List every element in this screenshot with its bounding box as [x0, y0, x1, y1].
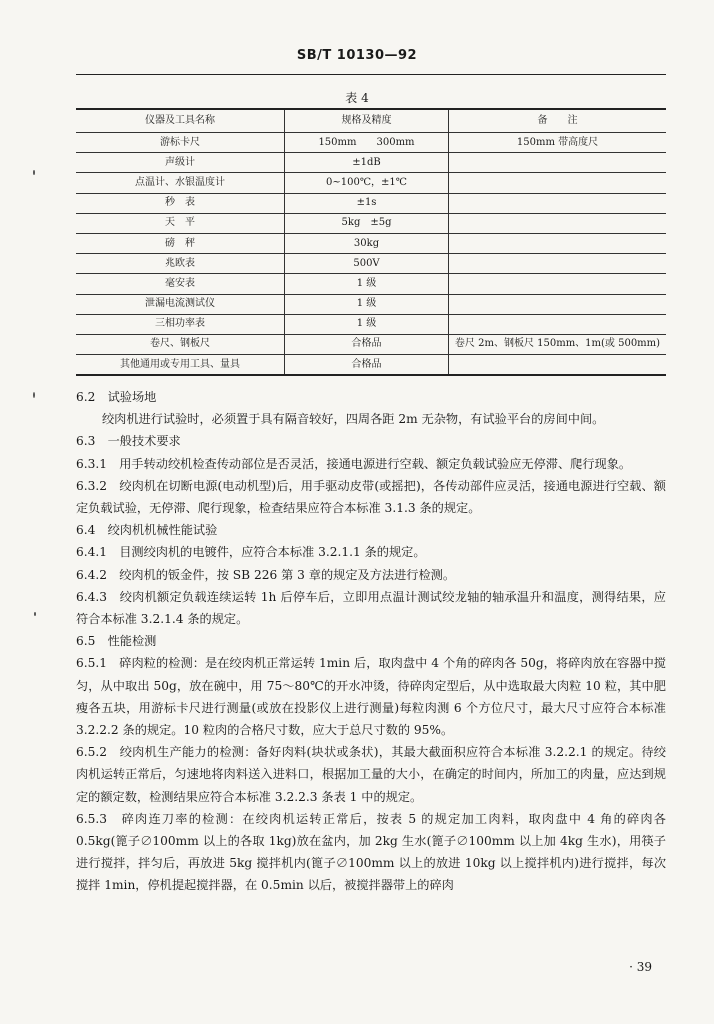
section-heading: 6.5 性能检测 [76, 634, 157, 649]
instrument-name-cell: 游标卡尺 [76, 133, 285, 153]
page-number: · 39 [629, 960, 652, 974]
table-row [76, 314, 666, 334]
paragraph: 6.5.3 碎肉连刀率的检测：在绞肉机运转正常后，按表 5 的规定加工肉料，取肉盘中 4 角的碎肉各 0.5kg(篦子∅100mm 以上的各取 1kg)放在盆内，加 2kg 生水(篦子∅100mm 以上加 4kg 生水)，用筷子进行搅拌，拌匀后，再放进 5kg 搅拌机内(篦子∅100mm 以上的放进 10kg 以上搅拌机内)进行搅拌，每次搅拌 1min，停机提起搅拌器，在 0.5min 以后，被搅拌器带上的碎肉 [76, 811, 666, 893]
table-row [76, 233, 666, 253]
section-heading: 6.3 一般技术要求 [76, 434, 181, 449]
section-heading: 6.4 绞肉机机械性能试验 [76, 523, 218, 538]
table-row [76, 213, 666, 233]
table-row [76, 294, 666, 314]
remark-cell [449, 213, 667, 233]
remark-cell [449, 294, 667, 314]
standard-code-header: SB/T 10130—92 [296, 48, 418, 63]
scan-speck [33, 392, 35, 398]
instrument-name-cell: 兆欧表 [76, 254, 285, 274]
remark-cell: 卷尺 2m、钢板尺 150mm、1m(或 500mm) [449, 334, 667, 354]
remark-cell [449, 355, 667, 376]
scan-speck [34, 612, 36, 616]
body-text [76, 386, 666, 897]
paragraph: 6.3.2 绞肉机在切断电源(电动机型)后，用手驱动皮带(或摇把)，各传动部件应灵活，接通电源进行空载、额定负载试验，无停滞、爬行现象，检查结果应符合本标准 3.1.3 条的规定。 [76, 478, 666, 516]
spec-cell: 0~100℃，±1℃ [285, 173, 449, 193]
table-row [76, 274, 666, 294]
table-row [76, 254, 666, 274]
table-header-row [76, 109, 666, 133]
spec-cell: 合格品 [285, 355, 449, 376]
instrument-table [76, 108, 666, 376]
table-row [76, 173, 666, 193]
scan-speck [33, 170, 35, 175]
header-rule [76, 74, 666, 75]
instrument-name-cell: 磅 秤 [76, 233, 285, 253]
spec-cell: 150mm 300mm [285, 133, 449, 153]
instrument-name-cell: 秒 表 [76, 193, 285, 213]
paragraph: 6.3.1 用手转动绞机检查传动部位是否灵活，接通电源进行空载、额定负载试验应无停滞、爬行现象。 [76, 456, 632, 471]
instrument-name-cell: 卷尺、钢板尺 [76, 334, 285, 354]
remark-cell: 150mm 带高度尺 [449, 133, 667, 153]
remark-cell [449, 274, 667, 294]
spec-cell: ±1dB [285, 153, 449, 173]
spec-cell: 5kg ±5g [285, 213, 449, 233]
spec-cell: 500V [285, 254, 449, 274]
spec-cell: 30kg [285, 233, 449, 253]
remark-cell [449, 173, 667, 193]
spec-cell: 1 级 [285, 314, 449, 334]
table-row [76, 334, 666, 354]
paragraph: 6.4.1 目测绞肉机的电镀件，应符合本标准 3.2.1.1 条的规定。 [76, 545, 426, 560]
spec-cell: 合格品 [285, 334, 449, 354]
column-header: 规格及精度 [285, 109, 449, 133]
section-heading: 6.2 试验场地 [76, 390, 157, 404]
table-row [76, 153, 666, 173]
instrument-name-cell: 天 平 [76, 213, 285, 233]
spec-cell: 1 级 [285, 274, 449, 294]
table-row [76, 133, 666, 153]
instrument-name-cell: 声级计 [76, 153, 285, 173]
remark-cell [449, 193, 667, 213]
remark-cell [449, 153, 667, 173]
instrument-name-cell: 其他通用或专用工具、量具 [76, 355, 285, 376]
paragraph: 6.4.3 绞肉机额定负载连续运转 1h 后停车后，立即用点温计测试绞龙轴的轴承温升和温度，测得结果，应符合本标准 3.2.1.4 条的规定。 [76, 589, 666, 627]
table-row [76, 193, 666, 213]
column-header: 备 注 [449, 109, 667, 133]
table-title: 表 4 [345, 91, 369, 105]
instrument-name-cell: 泄漏电流测试仪 [76, 294, 285, 314]
remark-cell [449, 254, 667, 274]
paragraph: 6.4.2 绞肉机的钣金件，按 SB 226 第 3 章的规定及方法进行检测。 [76, 567, 456, 582]
instrument-name-cell: 三相功率表 [76, 314, 285, 334]
paragraph: 6.5.2 绞肉机生产能力的检测：备好肉料(块状或条状)，其最大截面积应符合本标准 3.2.2.1 的规定。待绞肉机运转正常后，匀速地将肉料送入进料口，根据加工量的大小，在确定的时间内，所加工的肉量，应达到规定的额定数，检测结果应符合本标准 3.2.2.3 条表 1 中的规定。 [76, 745, 666, 804]
instrument-name-cell: 毫安表 [76, 274, 285, 294]
remark-cell [449, 314, 667, 334]
table-row [76, 355, 666, 376]
paragraph: 绞肉机进行试验时，必须置于具有隔音较好，四周各距 2m 无杂物，有试验平台的房间中间。 [102, 412, 605, 427]
spec-cell: 1 级 [285, 294, 449, 314]
instrument-name-cell: 点温计、水银温度计 [76, 173, 285, 193]
paragraph: 6.5.1 碎肉粒的检测：是在绞肉机正常运转 1min 后，取肉盘中 4 个角的碎肉各 50g，将碎肉放在容器中搅匀，从中取出 50g，放在碗中，用 75～80℃的开水冲烫，待碎肉定型后，从中选取最大肉粒 10 粒，其中肥瘦各五块，用游标卡尺进行测量(或放在投影仪上进行测量)每粒肉测 6 个方位尺寸，最大尺寸应符合本标准 3.2.2.2 条的规定。10 粒肉的合格尺寸数，应大于总尺寸数的 95%。 [76, 656, 666, 738]
column-header: 仪器及工具名称 [76, 109, 285, 133]
spec-cell: ±1s [285, 193, 449, 213]
remark-cell [449, 233, 667, 253]
